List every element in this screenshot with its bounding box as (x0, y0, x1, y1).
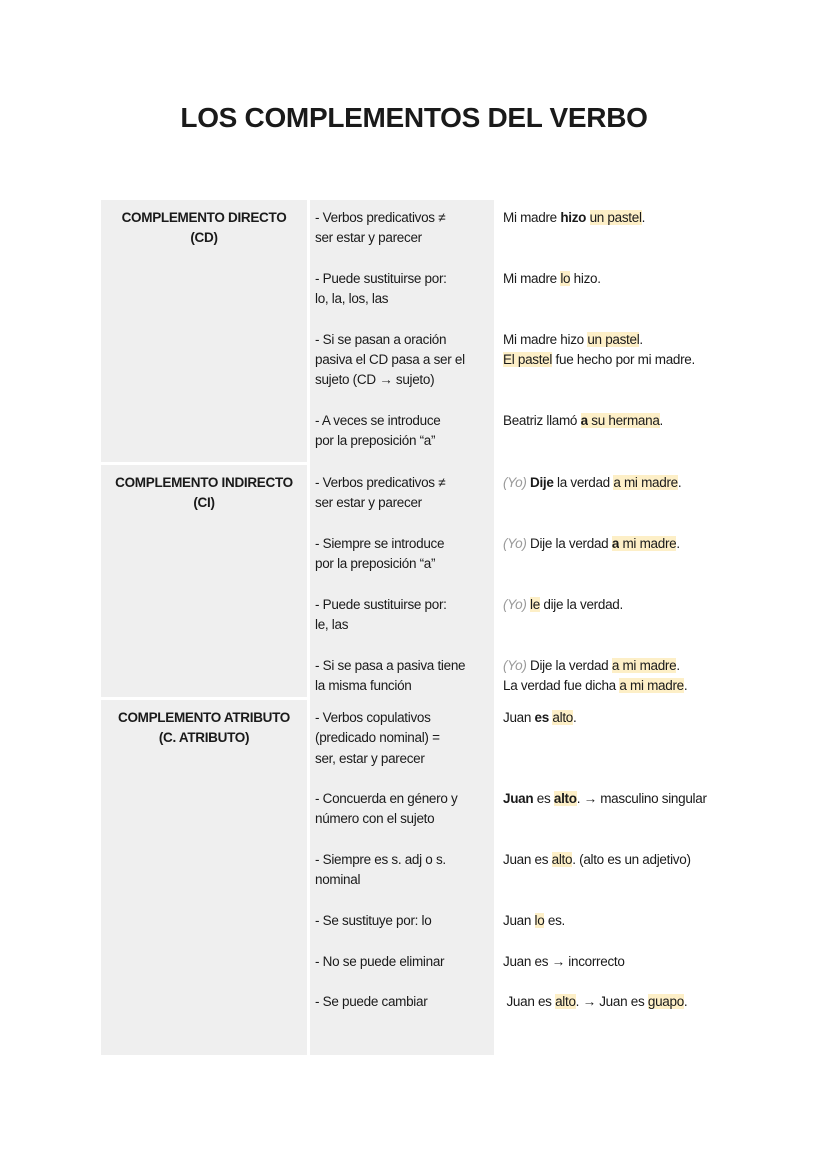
rule-text: lo, la, los, las (315, 291, 389, 307)
complement-name-cell (101, 465, 307, 697)
rule-row (310, 595, 687, 656)
rule-text: - Verbos predicativos ≠ (315, 475, 446, 490)
example-cell (494, 200, 645, 269)
example-cell (494, 465, 681, 534)
text-fragment: Juan (503, 912, 535, 928)
complement-name-cell (101, 200, 307, 462)
rule-text: sujeto (CD → sujeto) (315, 372, 435, 388)
rule-cell (310, 595, 494, 656)
example-sentence (503, 676, 687, 696)
example-cell (494, 534, 680, 595)
rule-row (310, 411, 695, 472)
rule-row (310, 269, 695, 330)
rule-text: - No se puede eliminar (315, 953, 445, 969)
text-fragment: la verdad (553, 475, 614, 490)
rule-text: - Verbos predicativos ≠ (315, 210, 446, 225)
highlighted-fragment: guapo (647, 994, 684, 1010)
example-sentence (503, 789, 707, 809)
bold-verb: es (534, 710, 549, 725)
text-fragment: Beatriz llamó (503, 412, 581, 428)
rule-text: nominal (315, 872, 361, 888)
section-row (101, 465, 761, 697)
rule-text: pasiva el CD pasa a ser el (315, 352, 465, 368)
complement-name: COMPLEMENTO DIRECTO (121, 210, 287, 225)
example-sentence (503, 473, 681, 493)
example-cell (494, 330, 695, 411)
text-fragment: Dije la verdad (526, 657, 612, 673)
text-fragment: . (677, 475, 682, 490)
example-sentence (503, 350, 695, 370)
text-fragment: . (639, 331, 643, 347)
text-fragment: Juan es → incorrecto (503, 953, 625, 969)
highlighted-fragment: alto (553, 791, 577, 807)
bold-verb: Juan (503, 791, 534, 807)
highlighted-fragment: a mi madre (613, 475, 678, 490)
example-cell (494, 700, 576, 789)
bold-verb: Dije (530, 475, 554, 490)
example-cell (494, 595, 623, 656)
rule-cell (310, 411, 494, 472)
example-sentence (503, 208, 645, 228)
rule-cell (310, 330, 494, 411)
rule-row (310, 465, 687, 534)
rule-text: - Si se pasan a oración (315, 331, 447, 347)
rule-cell (310, 911, 494, 952)
highlighted-fragment: su hermana (587, 412, 660, 428)
rule-text: - A veces se introduce (315, 412, 441, 428)
example-sentence (503, 595, 623, 615)
rule-cell (310, 952, 494, 993)
highlighted-fragment: a (580, 412, 588, 428)
example-cell (494, 992, 687, 1055)
rule-cell (310, 200, 494, 269)
rule-row (310, 992, 707, 1055)
text-fragment: Mi madre (503, 270, 561, 286)
rule-text: le, las (315, 617, 349, 633)
rule-row (310, 789, 707, 850)
rule-text: - Si se pasa a pasiva tiene (315, 657, 466, 673)
complement-name: COMPLEMENTO ATRIBUTO (118, 710, 290, 725)
highlighted-fragment: El pastel (503, 352, 553, 368)
rule-row (310, 952, 707, 993)
text-fragment: . → Juan es (575, 994, 648, 1010)
text-fragment: . (641, 210, 646, 225)
text-fragment: . (659, 412, 663, 428)
example-cell (494, 269, 601, 330)
rule-cell (310, 269, 494, 330)
implicit-subject: (Yo) (503, 535, 527, 551)
rule-text: ser estar y parecer (315, 495, 422, 511)
complement-name: (CD) (190, 230, 218, 246)
example-sentence (503, 850, 691, 870)
text-fragment: . (683, 994, 688, 1010)
rule-text: - Verbos copulativos (315, 710, 431, 725)
text-fragment: Mi madre (503, 210, 561, 225)
rules-examples (310, 700, 707, 1055)
rule-text: - Se sustituye por: lo (315, 912, 432, 928)
rule-text: número con el sujeto (315, 811, 435, 827)
text-fragment: dije la verdad. (539, 596, 623, 612)
rules-examples (310, 465, 687, 697)
rule-row (310, 911, 707, 952)
text-fragment: es (533, 791, 554, 807)
text-fragment: es. (544, 912, 566, 928)
text-fragment: Juan (503, 710, 535, 725)
rule-cell (310, 534, 494, 595)
text-fragment: Juan es (503, 994, 556, 1010)
highlighted-fragment: lo (560, 270, 571, 286)
example-cell (494, 850, 691, 911)
text-fragment: Mi madre hizo (503, 331, 588, 347)
highlighted-fragment: alto (555, 994, 576, 1010)
highlighted-fragment: a (611, 535, 620, 551)
example-sentence (503, 708, 576, 728)
complement-name: (C. ATRIBUTO) (158, 730, 250, 746)
complement-name: (CI) (193, 495, 215, 511)
highlighted-fragment: un pastel (587, 331, 640, 347)
section-row (101, 700, 761, 1055)
highlighted-fragment: alto (551, 852, 573, 868)
section-row (101, 200, 761, 462)
text-fragment: . (676, 535, 680, 551)
rule-text: (predicado nominal) = (315, 730, 440, 746)
text-fragment: hizo. (570, 270, 601, 286)
rule-text: - Concuerda en género y (315, 791, 458, 807)
rule-row (310, 534, 687, 595)
rule-text: ser estar y parecer (315, 230, 422, 246)
text-fragment: fue hecho por mi madre. (552, 352, 695, 368)
highlighted-fragment: a mi madre (611, 657, 677, 673)
bold-verb: hizo (560, 210, 587, 225)
text-fragment: La verdad fue dicha (503, 677, 620, 693)
implicit-subject: (Yo) (503, 657, 527, 673)
rule-text: - Siempre se introduce (315, 535, 445, 551)
rules-examples (310, 200, 695, 462)
rule-cell (310, 850, 494, 911)
example-sentence (503, 534, 680, 554)
example-sentence (503, 330, 695, 350)
text-fragment: . (572, 710, 577, 725)
rule-text: por la preposición “a” (315, 556, 436, 572)
example-sentence (503, 411, 663, 431)
text-fragment: Juan es (503, 852, 552, 868)
page-title: LOS COMPLEMENTOS DEL VERBO (180, 102, 648, 133)
highlighted-fragment: a mi madre (619, 677, 684, 693)
text-fragment: . → masculino singular (576, 791, 707, 807)
text-fragment: . (676, 657, 680, 673)
complements-table (101, 200, 761, 1058)
highlighted-fragment: alto (552, 710, 573, 725)
rule-row (310, 850, 707, 911)
rule-text: por la preposición “a” (315, 433, 436, 449)
rule-row (310, 700, 707, 789)
example-sentence (503, 656, 687, 676)
example-cell (494, 789, 707, 850)
implicit-subject: (Yo) (503, 475, 527, 490)
example-sentence (503, 992, 687, 1012)
complement-name: COMPLEMENTO INDIRECTO (115, 475, 293, 490)
highlighted-fragment: mi madre (619, 535, 677, 551)
example-cell (494, 411, 663, 472)
example-sentence (503, 911, 565, 931)
rule-cell (310, 465, 494, 534)
example-sentence (503, 269, 601, 289)
text-fragment: . (683, 677, 688, 693)
rule-row (310, 200, 695, 269)
text-fragment: . (alto es un adjetivo) (572, 852, 691, 868)
highlighted-fragment: un pastel (589, 210, 642, 225)
text-fragment: Dije la verdad (526, 535, 612, 551)
rule-cell (310, 789, 494, 850)
rule-text: - Puede sustituirse por: (315, 270, 447, 286)
highlighted-fragment: lo (534, 912, 545, 928)
rule-cell (310, 700, 494, 789)
implicit-subject: (Yo) (503, 596, 527, 612)
rule-row (310, 330, 695, 411)
example-cell (494, 911, 565, 952)
rule-text: - Puede sustituirse por: (315, 596, 447, 612)
example-sentence (503, 952, 625, 972)
rule-text: - Se puede cambiar (315, 994, 428, 1010)
rule-cell (310, 992, 494, 1055)
rule-text: - Siempre es s. adj o s. (315, 852, 446, 868)
highlighted-fragment: le (530, 596, 540, 612)
rule-text: ser, estar y parecer (315, 750, 425, 766)
rule-text: la misma función (315, 677, 412, 693)
example-cell (494, 952, 625, 993)
complement-name-cell (101, 700, 307, 1055)
